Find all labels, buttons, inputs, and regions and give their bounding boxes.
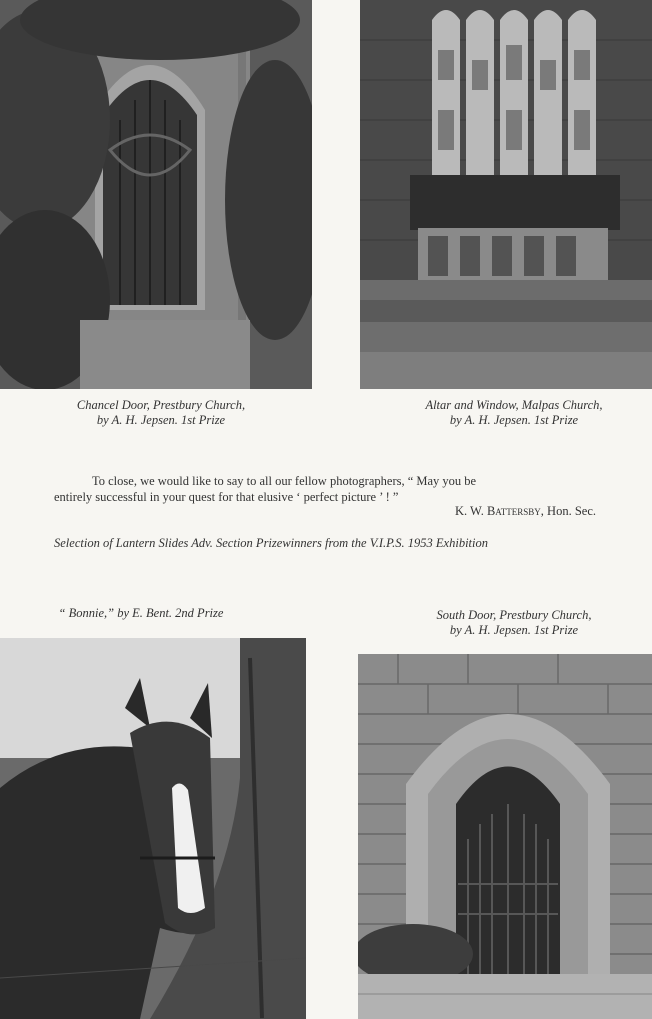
south-door-image [358, 654, 652, 1019]
closing-paragraph [54, 473, 599, 505]
closing-line-2: entirely successful in your quest for that elusive ‘ perfect picture ’ ! ” [54, 490, 399, 504]
south-door-photo [358, 654, 652, 1019]
bonnie-caption [0, 606, 282, 621]
caption-line: by A. H. Jepsen. 1st Prize [449, 413, 579, 427]
signature-name: K. W. Battersby [455, 504, 541, 518]
signature [455, 504, 596, 519]
chancel-door-image [0, 0, 312, 389]
signature-title: , Hon. Sec. [540, 504, 596, 518]
bonnie-image [0, 638, 306, 1019]
bonnie-photo [0, 638, 306, 1019]
caption-line: Chancel Door, Prestbury Church, [76, 398, 246, 412]
chancel-door-caption [0, 398, 322, 428]
caption-line: South Door, Prestbury Church, [436, 608, 592, 622]
altar-window-caption [376, 398, 652, 428]
chancel-door-photo [0, 0, 312, 389]
caption-line: “ Bonnie,” by E. Bent. 2nd Prize [58, 606, 224, 620]
altar-window-photo [360, 0, 652, 389]
south-door-caption [392, 608, 636, 638]
caption-line: by A. H. Jepsen. 1st Prize [96, 413, 226, 427]
caption-line: by A. H. Jepsen. 1st Prize [449, 623, 579, 637]
selection-note: Selection of Lantern Slides Adv. Section Prizewinners from the V.I.P.S. 1953 Exhibition [54, 536, 488, 550]
caption-line: Altar and Window, Malpas Church, [425, 398, 603, 412]
closing-line-1: To close, we would like to say to all our fellow photographers, “ May you be [92, 474, 477, 488]
altar-window-image [360, 0, 652, 389]
